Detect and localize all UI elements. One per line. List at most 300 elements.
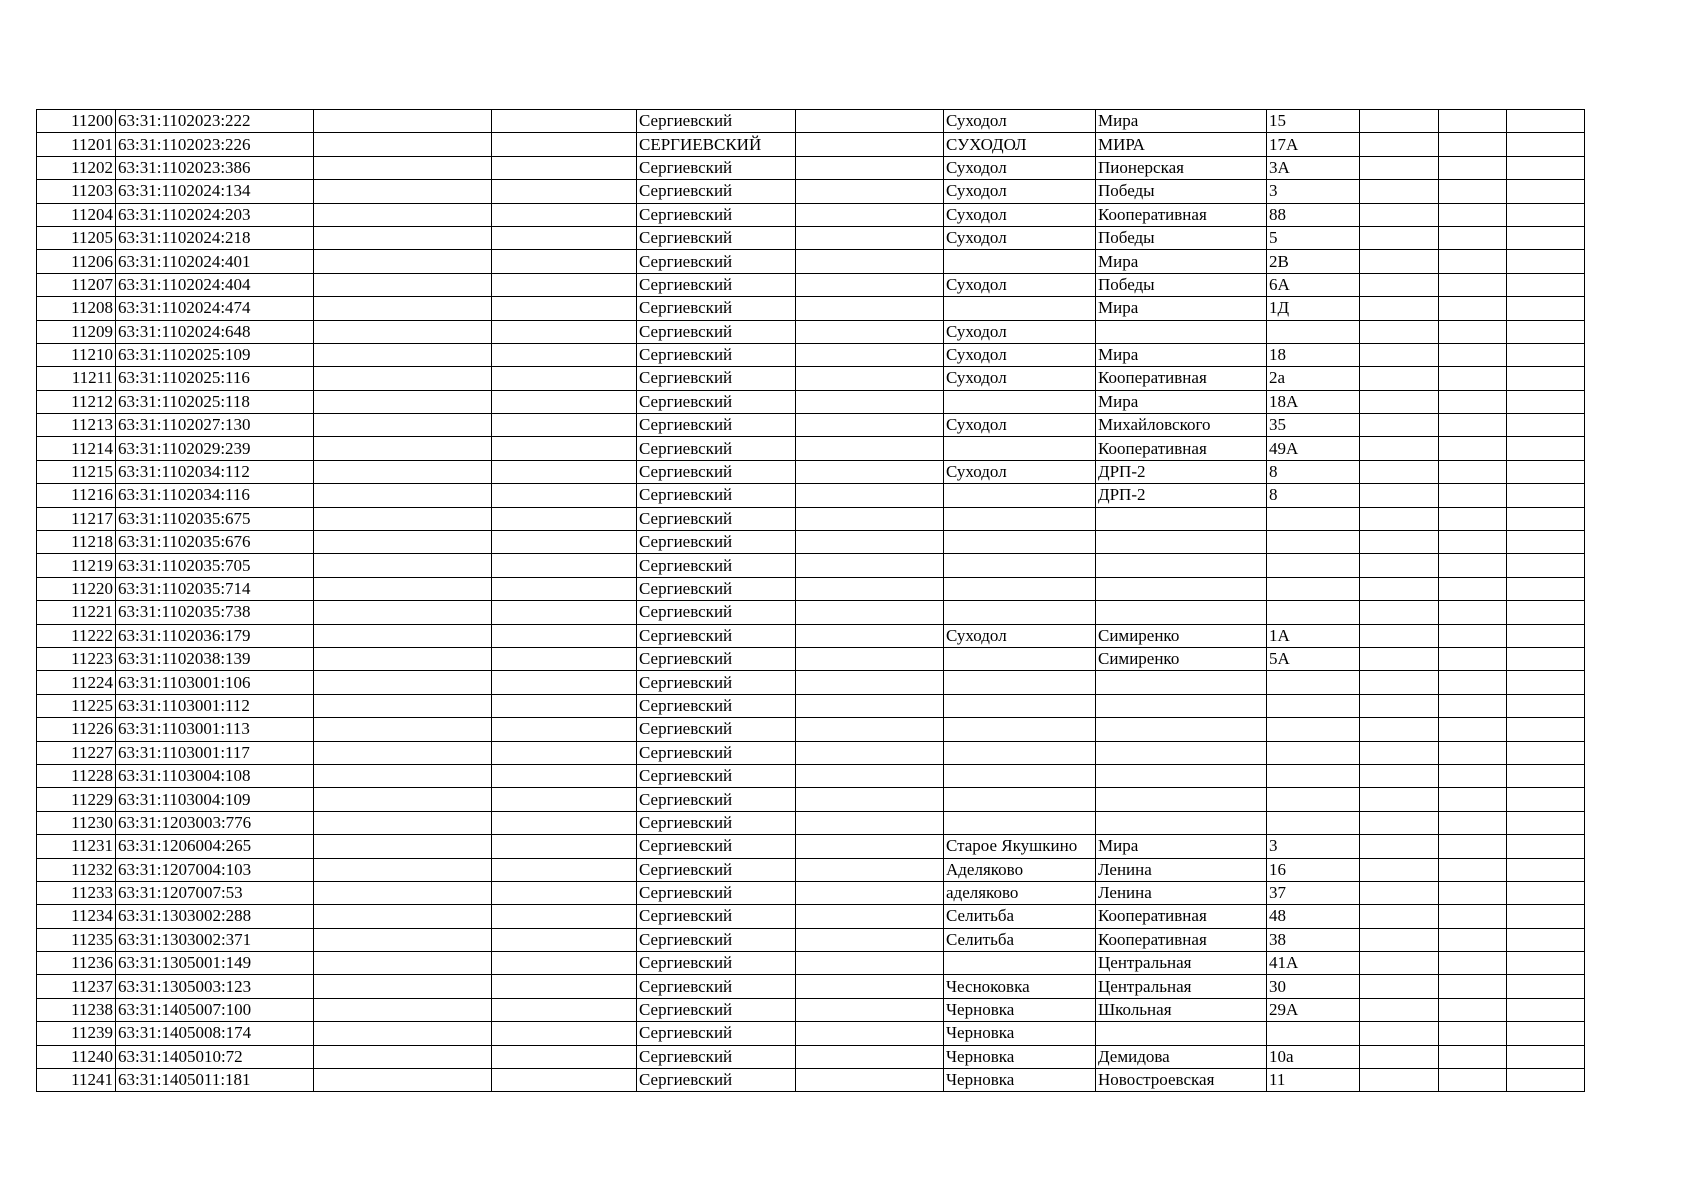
settlement-cell — [944, 484, 1096, 507]
registry-table-body — [37, 110, 1585, 1092]
empty-cell — [314, 531, 492, 554]
district-cell: Сергиевский — [637, 226, 796, 249]
empty-cell — [1360, 1069, 1439, 1092]
settlement-cell: Суходол — [944, 180, 1096, 203]
empty-cell — [492, 203, 637, 226]
empty-cell — [1360, 952, 1439, 975]
district-cell: Сергиевский — [637, 577, 796, 600]
empty-cell — [492, 788, 637, 811]
empty-cell — [796, 320, 944, 343]
empty-cell — [1507, 367, 1585, 390]
empty-cell — [1360, 531, 1439, 554]
empty-cell — [1439, 975, 1507, 998]
empty-cell — [1360, 835, 1439, 858]
settlement-cell: Суходол — [944, 624, 1096, 647]
empty-cell — [1360, 343, 1439, 366]
empty-cell — [1439, 133, 1507, 156]
street-cell — [1096, 811, 1267, 834]
row-number-cell: 11200 — [37, 110, 116, 133]
cadastral-number-cell: 63:31:1102038:139 — [116, 647, 314, 670]
empty-cell — [1439, 554, 1507, 577]
empty-cell — [796, 484, 944, 507]
cadastral-number-cell: 63:31:1303002:371 — [116, 928, 314, 951]
empty-cell — [1507, 835, 1585, 858]
cadastral-number-cell: 63:31:1102035:675 — [116, 507, 314, 530]
table-row — [37, 811, 1585, 834]
house-number-cell — [1267, 531, 1360, 554]
row-number-cell: 11222 — [37, 624, 116, 647]
settlement-cell: Суходол — [944, 414, 1096, 437]
empty-cell — [492, 133, 637, 156]
street-cell — [1096, 718, 1267, 741]
registry-table — [36, 109, 1585, 1092]
cadastral-number-cell: 63:31:1207004:103 — [116, 858, 314, 881]
street-cell: Ленина — [1096, 881, 1267, 904]
district-cell: Сергиевский — [637, 203, 796, 226]
empty-cell — [492, 577, 637, 600]
row-number-cell: 11237 — [37, 975, 116, 998]
empty-cell — [492, 250, 637, 273]
settlement-cell — [944, 601, 1096, 624]
street-cell: Михайловского — [1096, 414, 1267, 437]
empty-cell — [1507, 881, 1585, 904]
empty-cell — [1507, 414, 1585, 437]
house-number-cell: 8 — [1267, 484, 1360, 507]
empty-cell — [314, 507, 492, 530]
table-row — [37, 905, 1585, 928]
empty-cell — [314, 226, 492, 249]
empty-cell — [314, 1045, 492, 1068]
table-row — [37, 835, 1585, 858]
cadastral-number-cell: 63:31:1102035:738 — [116, 601, 314, 624]
empty-cell — [492, 156, 637, 179]
empty-cell — [492, 1022, 637, 1045]
street-cell: Кооперативная — [1096, 367, 1267, 390]
empty-cell — [492, 554, 637, 577]
table-row — [37, 414, 1585, 437]
empty-cell — [796, 1022, 944, 1045]
empty-cell — [492, 928, 637, 951]
settlement-cell: Суходол — [944, 320, 1096, 343]
empty-cell — [796, 998, 944, 1021]
empty-cell — [796, 881, 944, 904]
empty-cell — [1360, 133, 1439, 156]
district-cell: Сергиевский — [637, 998, 796, 1021]
empty-cell — [1360, 647, 1439, 670]
empty-cell — [492, 694, 637, 717]
empty-cell — [492, 952, 637, 975]
row-number-cell: 11232 — [37, 858, 116, 881]
table-row — [37, 180, 1585, 203]
empty-cell — [796, 203, 944, 226]
empty-cell — [314, 975, 492, 998]
district-cell: Сергиевский — [637, 390, 796, 413]
empty-cell — [796, 180, 944, 203]
cadastral-number-cell: 63:31:1102029:239 — [116, 437, 314, 460]
table-row — [37, 952, 1585, 975]
empty-cell — [1507, 133, 1585, 156]
settlement-cell: Чесноковка — [944, 975, 1096, 998]
empty-cell — [492, 320, 637, 343]
empty-cell — [492, 647, 637, 670]
cadastral-number-cell: 63:31:1102024:474 — [116, 297, 314, 320]
row-number-cell: 11212 — [37, 390, 116, 413]
house-number-cell: 5А — [1267, 647, 1360, 670]
empty-cell — [796, 133, 944, 156]
cadastral-number-cell: 63:31:1102025:109 — [116, 343, 314, 366]
empty-cell — [1360, 718, 1439, 741]
settlement-cell: Черновка — [944, 1045, 1096, 1068]
house-number-cell: 88 — [1267, 203, 1360, 226]
cadastral-number-cell: 63:31:1303002:288 — [116, 905, 314, 928]
settlement-cell — [944, 390, 1096, 413]
street-cell — [1096, 507, 1267, 530]
empty-cell — [314, 694, 492, 717]
empty-cell — [1507, 601, 1585, 624]
house-number-cell: 10а — [1267, 1045, 1360, 1068]
street-cell: Кооперативная — [1096, 203, 1267, 226]
district-cell: Сергиевский — [637, 156, 796, 179]
cadastral-number-cell: 63:31:1103004:108 — [116, 764, 314, 787]
house-number-cell: 15 — [1267, 110, 1360, 133]
empty-cell — [1439, 647, 1507, 670]
empty-cell — [796, 390, 944, 413]
empty-cell — [1507, 694, 1585, 717]
street-cell: Демидова — [1096, 1045, 1267, 1068]
settlement-cell — [944, 531, 1096, 554]
street-cell: Мира — [1096, 250, 1267, 273]
empty-cell — [1360, 437, 1439, 460]
empty-cell — [1439, 180, 1507, 203]
empty-cell — [1507, 531, 1585, 554]
empty-cell — [1360, 764, 1439, 787]
table-row — [37, 273, 1585, 296]
empty-cell — [1439, 858, 1507, 881]
settlement-cell: Суходол — [944, 343, 1096, 366]
empty-cell — [1439, 835, 1507, 858]
table-row — [37, 788, 1585, 811]
settlement-cell — [944, 437, 1096, 460]
cadastral-number-cell: 63:31:1102024:134 — [116, 180, 314, 203]
cadastral-number-cell: 63:31:1103004:109 — [116, 788, 314, 811]
settlement-cell — [944, 671, 1096, 694]
settlement-cell: Суходол — [944, 273, 1096, 296]
house-number-cell — [1267, 741, 1360, 764]
house-number-cell: 18 — [1267, 343, 1360, 366]
cadastral-number-cell: 63:31:1102023:386 — [116, 156, 314, 179]
cadastral-number-cell: 63:31:1102024:648 — [116, 320, 314, 343]
house-number-cell — [1267, 764, 1360, 787]
settlement-cell: аделяково — [944, 881, 1096, 904]
empty-cell — [796, 554, 944, 577]
cadastral-number-cell: 63:31:1305003:123 — [116, 975, 314, 998]
empty-cell — [314, 858, 492, 881]
empty-cell — [1439, 694, 1507, 717]
settlement-cell: СУХОДОЛ — [944, 133, 1096, 156]
empty-cell — [1360, 250, 1439, 273]
row-number-cell: 11215 — [37, 460, 116, 483]
empty-cell — [1439, 156, 1507, 179]
cadastral-number-cell: 63:31:1102025:116 — [116, 367, 314, 390]
empty-cell — [1507, 1069, 1585, 1092]
district-cell: Сергиевский — [637, 343, 796, 366]
street-cell — [1096, 320, 1267, 343]
empty-cell — [1439, 905, 1507, 928]
empty-cell — [796, 647, 944, 670]
empty-cell — [492, 273, 637, 296]
street-cell — [1096, 531, 1267, 554]
empty-cell — [314, 437, 492, 460]
row-number-cell: 11216 — [37, 484, 116, 507]
empty-cell — [1439, 320, 1507, 343]
settlement-cell — [944, 811, 1096, 834]
district-cell: Сергиевский — [637, 460, 796, 483]
empty-cell — [1507, 343, 1585, 366]
district-cell: Сергиевский — [637, 1045, 796, 1068]
empty-cell — [314, 1022, 492, 1045]
cadastral-number-cell: 63:31:1102027:130 — [116, 414, 314, 437]
district-cell: Сергиевский — [637, 741, 796, 764]
empty-cell — [314, 905, 492, 928]
empty-cell — [492, 110, 637, 133]
empty-cell — [796, 624, 944, 647]
empty-cell — [1507, 1022, 1585, 1045]
district-cell: Сергиевский — [637, 110, 796, 133]
table-row — [37, 507, 1585, 530]
settlement-cell: Аделяково — [944, 858, 1096, 881]
street-cell: Кооперативная — [1096, 928, 1267, 951]
settlement-cell — [944, 250, 1096, 273]
table-row — [37, 320, 1585, 343]
empty-cell — [314, 741, 492, 764]
empty-cell — [492, 998, 637, 1021]
cadastral-number-cell: 63:31:1102023:222 — [116, 110, 314, 133]
cadastral-number-cell: 63:31:1102035:705 — [116, 554, 314, 577]
empty-cell — [1439, 881, 1507, 904]
table-row — [37, 460, 1585, 483]
empty-cell — [796, 952, 944, 975]
empty-cell — [492, 507, 637, 530]
house-number-cell: 18А — [1267, 390, 1360, 413]
district-cell: Сергиевский — [637, 975, 796, 998]
empty-cell — [1439, 741, 1507, 764]
cadastral-number-cell: 63:31:1405007:100 — [116, 998, 314, 1021]
district-cell: Сергиевский — [637, 180, 796, 203]
empty-cell — [796, 671, 944, 694]
row-number-cell: 11223 — [37, 647, 116, 670]
table-row — [37, 624, 1585, 647]
table-row — [37, 1022, 1585, 1045]
empty-cell — [796, 835, 944, 858]
empty-cell — [492, 437, 637, 460]
row-number-cell: 11211 — [37, 367, 116, 390]
house-number-cell — [1267, 601, 1360, 624]
settlement-cell — [944, 507, 1096, 530]
cadastral-number-cell: 63:31:1206004:265 — [116, 835, 314, 858]
street-cell — [1096, 788, 1267, 811]
empty-cell — [1507, 110, 1585, 133]
empty-cell — [1360, 905, 1439, 928]
street-cell: Мира — [1096, 390, 1267, 413]
empty-cell — [796, 694, 944, 717]
settlement-cell — [944, 694, 1096, 717]
empty-cell — [314, 554, 492, 577]
empty-cell — [1507, 998, 1585, 1021]
district-cell: Сергиевский — [637, 858, 796, 881]
empty-cell — [1360, 390, 1439, 413]
empty-cell — [314, 624, 492, 647]
empty-cell — [796, 367, 944, 390]
empty-cell — [314, 577, 492, 600]
empty-cell — [314, 180, 492, 203]
empty-cell — [314, 343, 492, 366]
street-cell: Мира — [1096, 297, 1267, 320]
cadastral-number-cell: 63:31:1102025:118 — [116, 390, 314, 413]
district-cell: Сергиевский — [637, 718, 796, 741]
house-number-cell — [1267, 554, 1360, 577]
empty-cell — [1439, 390, 1507, 413]
district-cell: Сергиевский — [637, 624, 796, 647]
empty-cell — [1360, 367, 1439, 390]
empty-cell — [796, 250, 944, 273]
row-number-cell: 11220 — [37, 577, 116, 600]
empty-cell — [796, 741, 944, 764]
empty-cell — [492, 835, 637, 858]
cadastral-number-cell: 63:31:1102024:203 — [116, 203, 314, 226]
street-cell: Симиренко — [1096, 624, 1267, 647]
street-cell: Ленина — [1096, 858, 1267, 881]
empty-cell — [1439, 437, 1507, 460]
empty-cell — [1507, 905, 1585, 928]
empty-cell — [796, 1069, 944, 1092]
house-number-cell — [1267, 718, 1360, 741]
row-number-cell: 11219 — [37, 554, 116, 577]
table-row — [37, 601, 1585, 624]
empty-cell — [796, 531, 944, 554]
empty-cell — [1507, 226, 1585, 249]
empty-cell — [1439, 343, 1507, 366]
empty-cell — [314, 273, 492, 296]
district-cell: Сергиевский — [637, 273, 796, 296]
empty-cell — [1360, 180, 1439, 203]
empty-cell — [1360, 507, 1439, 530]
empty-cell — [1439, 297, 1507, 320]
empty-cell — [1507, 577, 1585, 600]
street-cell — [1096, 764, 1267, 787]
row-number-cell: 11218 — [37, 531, 116, 554]
settlement-cell — [944, 764, 1096, 787]
row-number-cell: 11238 — [37, 998, 116, 1021]
empty-cell — [796, 928, 944, 951]
empty-cell — [1360, 788, 1439, 811]
house-number-cell: 11 — [1267, 1069, 1360, 1092]
empty-cell — [314, 110, 492, 133]
settlement-cell — [944, 554, 1096, 577]
empty-cell — [492, 297, 637, 320]
table-row — [37, 531, 1585, 554]
empty-cell — [1439, 998, 1507, 1021]
settlement-cell: Черновка — [944, 1069, 1096, 1092]
district-cell: Сергиевский — [637, 414, 796, 437]
empty-cell — [1439, 110, 1507, 133]
empty-cell — [1439, 250, 1507, 273]
empty-cell — [492, 367, 637, 390]
empty-cell — [1507, 1045, 1585, 1068]
empty-cell — [492, 1045, 637, 1068]
empty-cell — [492, 858, 637, 881]
house-number-cell: 41А — [1267, 952, 1360, 975]
empty-cell — [796, 226, 944, 249]
empty-cell — [1439, 460, 1507, 483]
house-number-cell — [1267, 694, 1360, 717]
empty-cell — [1507, 437, 1585, 460]
street-cell — [1096, 554, 1267, 577]
cadastral-number-cell: 63:31:1102035:714 — [116, 577, 314, 600]
settlement-cell: Суходол — [944, 460, 1096, 483]
house-number-cell: 3А — [1267, 156, 1360, 179]
district-cell: Сергиевский — [637, 320, 796, 343]
table-row — [37, 133, 1585, 156]
row-number-cell: 11203 — [37, 180, 116, 203]
street-cell: Центральная — [1096, 975, 1267, 998]
empty-cell — [796, 343, 944, 366]
district-cell: Сергиевский — [637, 601, 796, 624]
empty-cell — [796, 460, 944, 483]
empty-cell — [1439, 226, 1507, 249]
empty-cell — [492, 905, 637, 928]
empty-cell — [492, 601, 637, 624]
street-cell — [1096, 1022, 1267, 1045]
empty-cell — [1507, 788, 1585, 811]
empty-cell — [1360, 297, 1439, 320]
empty-cell — [1507, 273, 1585, 296]
row-number-cell: 11227 — [37, 741, 116, 764]
empty-cell — [492, 484, 637, 507]
street-cell — [1096, 671, 1267, 694]
empty-cell — [1439, 764, 1507, 787]
district-cell: Сергиевский — [637, 507, 796, 530]
empty-cell — [796, 905, 944, 928]
empty-cell — [1439, 624, 1507, 647]
empty-cell — [1507, 484, 1585, 507]
street-cell — [1096, 577, 1267, 600]
empty-cell — [1507, 624, 1585, 647]
empty-cell — [314, 835, 492, 858]
district-cell: Сергиевский — [637, 905, 796, 928]
settlement-cell: Суходол — [944, 156, 1096, 179]
empty-cell — [492, 180, 637, 203]
house-number-cell — [1267, 788, 1360, 811]
empty-cell — [1439, 788, 1507, 811]
settlement-cell — [944, 788, 1096, 811]
empty-cell — [1439, 811, 1507, 834]
empty-cell — [1360, 226, 1439, 249]
house-number-cell: 1А — [1267, 624, 1360, 647]
empty-cell — [314, 788, 492, 811]
row-number-cell: 11226 — [37, 718, 116, 741]
table-row — [37, 343, 1585, 366]
table-row — [37, 367, 1585, 390]
empty-cell — [492, 718, 637, 741]
cadastral-number-cell: 63:31:1405008:174 — [116, 1022, 314, 1045]
empty-cell — [492, 343, 637, 366]
empty-cell — [1360, 928, 1439, 951]
empty-cell — [1360, 601, 1439, 624]
row-number-cell: 11233 — [37, 881, 116, 904]
house-number-cell: 6А — [1267, 273, 1360, 296]
empty-cell — [1507, 647, 1585, 670]
district-cell: Сергиевский — [637, 554, 796, 577]
